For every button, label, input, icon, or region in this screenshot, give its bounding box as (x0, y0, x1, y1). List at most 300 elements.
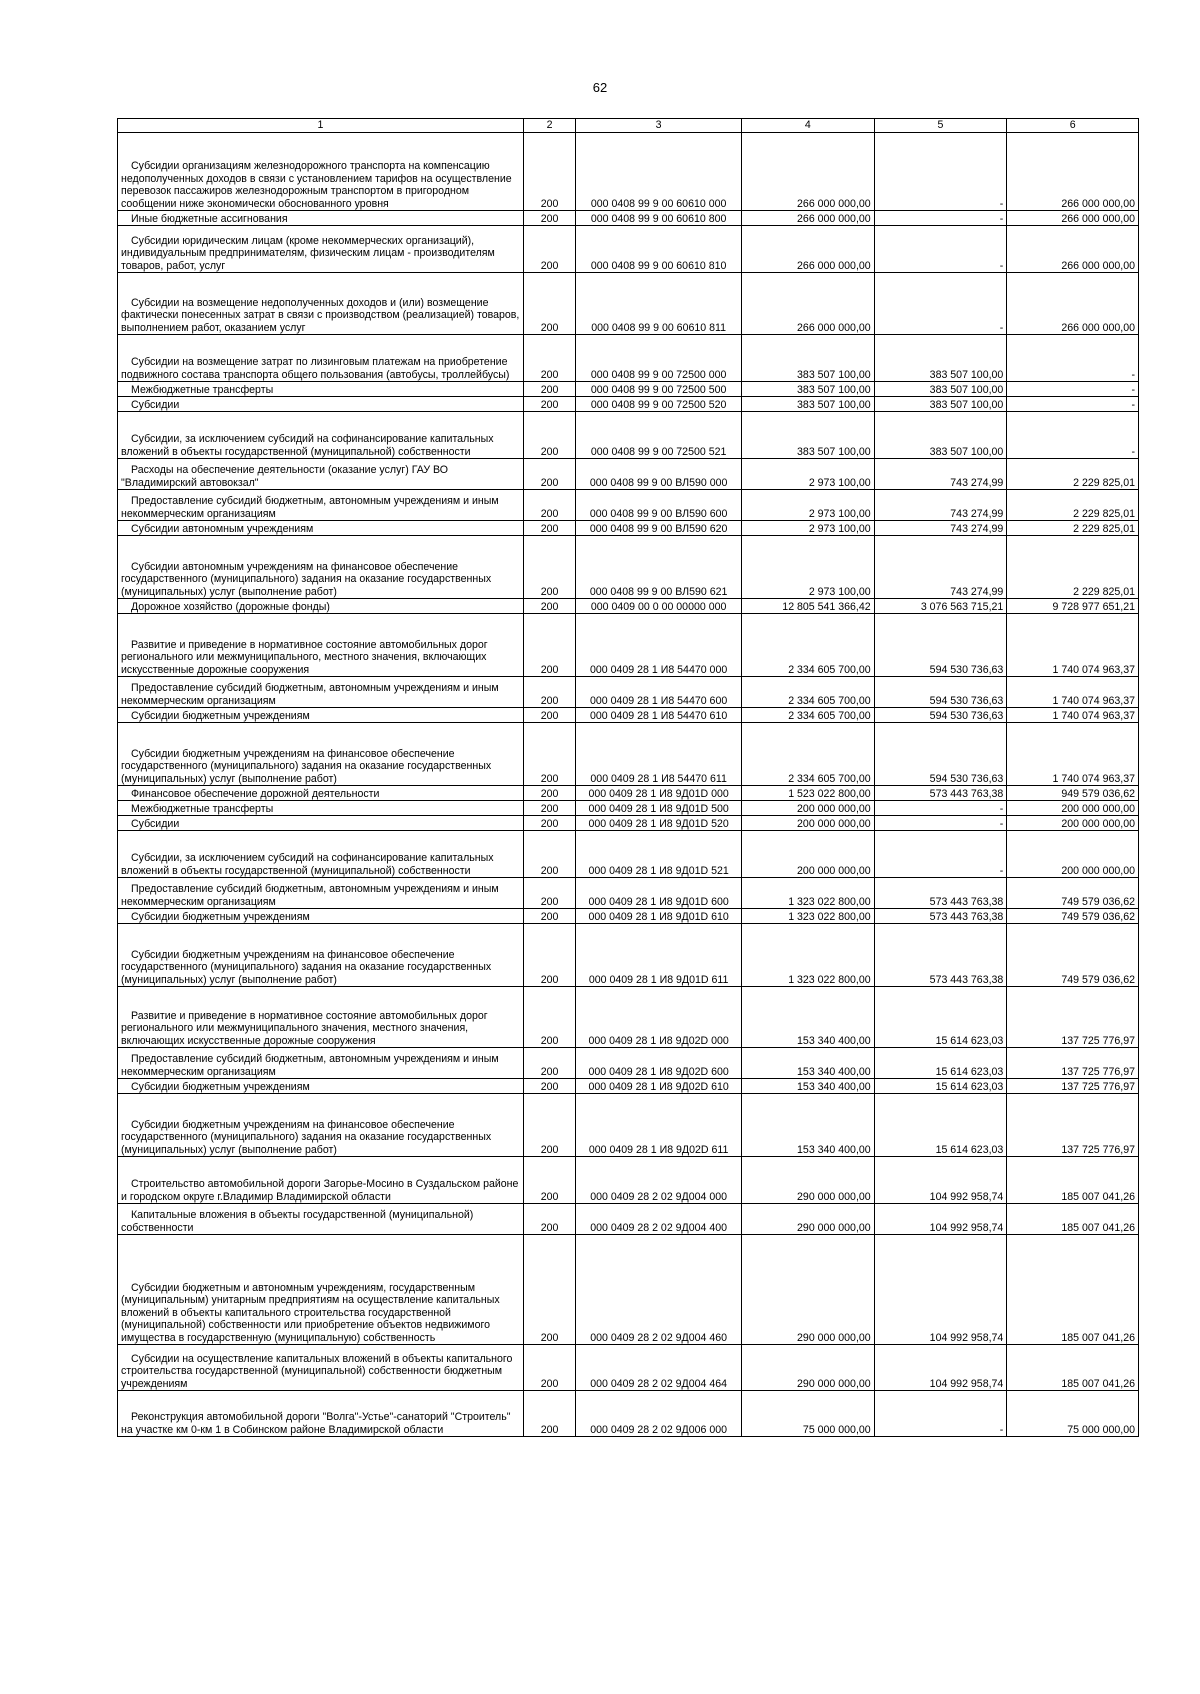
row-value-5 (874, 1157, 1007, 1204)
row-value-5 (874, 412, 1007, 459)
row-admin-code-text: 200 (540, 709, 559, 722)
row-value-6-text: 137 725 776,97 (1061, 1080, 1135, 1093)
row-budget-code (576, 924, 742, 987)
row-value-5 (874, 1391, 1007, 1437)
row-admin-code-text: 200 (540, 787, 559, 800)
row-name (118, 211, 524, 226)
row-value-4 (742, 878, 875, 909)
row-admin-code-text: 200 (540, 476, 559, 489)
row-value-4 (742, 987, 875, 1048)
row-admin-code (523, 382, 575, 397)
row-value-4 (742, 490, 875, 521)
row-value-6-text: 266 000 000,00 (1061, 321, 1135, 334)
row-budget-code (576, 1048, 742, 1079)
row-value-4-text: 2 334 605 700,00 (788, 694, 871, 707)
row-value-4-text: 266 000 000,00 (797, 321, 871, 334)
row-value-5 (874, 1048, 1007, 1079)
row-name-text: Субсидии юридическим лицам (кроме некоммерческих организаций), индивидуальным предпринимателям, физическим лицам - производителям товаров, работ, услуг (121, 234, 495, 272)
row-budget-code-text: 000 0408 99 9 00 60610 811 (591, 321, 726, 334)
row-name-text: Развитие и приведение в нормативное состояние автомобильных дорог регионального или межмуниципального значения, местного значения, включающих искусственные дорожные сооружения (121, 1009, 488, 1047)
row-value-6-text: - (1131, 383, 1135, 396)
row-value-6-text: 2 229 825,01 (1073, 476, 1135, 489)
row-value-5 (874, 1204, 1007, 1235)
row-value-4-text: 200 000 000,00 (797, 864, 871, 877)
row-value-4 (742, 831, 875, 878)
row-value-6 (1007, 801, 1139, 816)
row-value-6-text: 749 579 036,62 (1061, 910, 1135, 923)
row-name-text: Субсидии, за исключением субсидий на софинансирование капитальных вложений в объекты государственной (муниципальной) собственности (121, 852, 494, 877)
row-budget-code (576, 909, 742, 924)
row-value-5-text: - (999, 1423, 1004, 1436)
row-budget-code-text: 000 0409 28 1 И8 54470 610 (590, 709, 728, 722)
row-name (118, 987, 524, 1048)
row-value-5-text: - (999, 802, 1004, 815)
row-budget-code (576, 1391, 742, 1437)
row-value-5-text: 743 274,99 (950, 476, 1004, 489)
row-name-text: Финансовое обеспечение дорожной деятельности (131, 787, 380, 800)
row-value-6-text: 949 579 036,62 (1061, 787, 1135, 800)
row-value-5 (874, 211, 1007, 226)
row-value-6-text: 137 725 776,97 (1061, 1034, 1135, 1047)
row-value-4-text: 2 973 100,00 (808, 585, 871, 598)
row-value-6-text: 1 740 074 963,37 (1052, 772, 1135, 785)
table-row (118, 924, 1139, 987)
row-budget-code (576, 1094, 742, 1157)
row-admin-code-text: 200 (540, 212, 559, 225)
row-value-6-text: 1 740 074 963,37 (1052, 694, 1135, 707)
row-budget-code (576, 490, 742, 521)
row-admin-code-text: 200 (540, 663, 559, 676)
row-name-text: Межбюджетные трансферты (131, 383, 274, 396)
row-value-5-text: 104 992 958,74 (929, 1331, 1004, 1344)
row-admin-code-text: 200 (540, 1190, 559, 1203)
row-value-5-text: 573 443 763,38 (929, 787, 1004, 800)
row-admin-code-text: 200 (540, 383, 559, 396)
row-value-6 (1007, 1345, 1139, 1391)
row-budget-code (576, 831, 742, 878)
row-value-6 (1007, 723, 1139, 786)
row-value-6-text: 185 007 041,26 (1061, 1331, 1135, 1344)
table-row (118, 412, 1139, 459)
row-value-6-text: 749 579 036,62 (1061, 973, 1135, 986)
row-name (118, 878, 524, 909)
row-budget-code (576, 599, 742, 614)
row-value-4 (742, 723, 875, 786)
row-value-5-text: 594 530 736,63 (929, 663, 1004, 676)
table-row (118, 708, 1139, 723)
row-value-6-text: 75 000 000,00 (1067, 1423, 1135, 1436)
row-admin-code (523, 708, 575, 723)
row-value-6 (1007, 335, 1139, 382)
row-value-6-text: 185 007 041,26 (1061, 1221, 1135, 1234)
row-budget-code (576, 1079, 742, 1094)
row-name-text: Субсидии организациям железнодорожного транспорта на компенсацию недополученных доходов в связи с установлением тарифов на осуществление перевозок пассажиров железнодорожным транспортом в пригородном сообщении ниже экономически обоснованного уровня (121, 160, 512, 210)
row-name (118, 459, 524, 490)
row-budget-code (576, 536, 742, 599)
row-value-5-text: 383 507 100,00 (929, 368, 1004, 381)
row-value-4-text: 1 523 022 800,00 (788, 787, 871, 800)
row-value-5-text: 743 274,99 (950, 507, 1004, 520)
row-admin-code-text: 200 (540, 1143, 559, 1156)
row-name-text: Субсидии на осуществление капитальных вложений в объекты капитального строительства государственной (муниципальной) собственности бюджетным учреждениям (121, 1352, 513, 1390)
row-budget-code (576, 1204, 742, 1235)
row-budget-code (576, 677, 742, 708)
row-value-4-text: 1 323 022 800,00 (788, 973, 871, 986)
row-value-6 (1007, 490, 1139, 521)
row-value-5 (874, 831, 1007, 878)
row-admin-code (523, 924, 575, 987)
row-value-6-text: - (1131, 445, 1135, 458)
row-name (118, 412, 524, 459)
row-value-6 (1007, 133, 1139, 211)
row-budget-code-text: 000 0408 99 9 00 60610 000 (590, 197, 727, 210)
row-name-text: Субсидии на возмещение недополученных доходов и (или) возмещение фактически понесенных затрат в связи с производством (реализацией) товаров, выполнением работ, оказанием услуг (121, 296, 520, 334)
row-name (118, 801, 524, 816)
page-number: 62 (592, 80, 608, 95)
table-row (118, 1157, 1139, 1204)
row-name-text: Субсидии, за исключением субсидий на софинансирование капитальных вложений в объекты государственной (муниципальной) собственности (121, 433, 494, 458)
row-value-5-text: 104 992 958,74 (929, 1377, 1004, 1390)
row-value-5 (874, 723, 1007, 786)
column-number-6: 6 (1007, 119, 1139, 133)
row-value-4 (742, 382, 875, 397)
row-name (118, 816, 524, 831)
row-value-5 (874, 599, 1007, 614)
table-row (118, 677, 1139, 708)
row-value-4-text: 1 323 022 800,00 (788, 910, 871, 923)
row-value-5 (874, 382, 1007, 397)
row-value-4 (742, 397, 875, 412)
row-admin-code-text: 200 (540, 1331, 559, 1344)
row-name (118, 1094, 524, 1157)
row-value-5 (874, 226, 1007, 273)
row-value-4 (742, 1157, 875, 1204)
row-value-6-text: 749 579 036,62 (1061, 895, 1135, 908)
row-name (118, 599, 524, 614)
row-name-text: Субсидии бюджетным учреждениям на финансовое обеспечение государственного (муниципального) задания на оказание государственных (муниципальных) услуг (выполнение работ) (121, 1118, 492, 1156)
row-value-5-text: 383 507 100,00 (929, 445, 1004, 458)
row-admin-code (523, 801, 575, 816)
row-name (118, 831, 524, 878)
row-budget-code (576, 133, 742, 211)
row-name (118, 708, 524, 723)
row-value-4 (742, 924, 875, 987)
row-value-4 (742, 1235, 875, 1345)
row-budget-code-text: 000 0408 99 9 00 72500 000 (590, 368, 727, 381)
row-value-5 (874, 816, 1007, 831)
row-admin-code (523, 599, 575, 614)
row-value-6 (1007, 1048, 1139, 1079)
row-value-6-text: 1 740 074 963,37 (1052, 663, 1135, 676)
row-name (118, 490, 524, 521)
row-admin-code (523, 226, 575, 273)
row-value-5 (874, 801, 1007, 816)
row-value-4 (742, 708, 875, 723)
row-value-4 (742, 1048, 875, 1079)
row-admin-code (523, 786, 575, 801)
row-value-6 (1007, 1079, 1139, 1094)
row-name-text: Иные бюджетные ассигнования (131, 212, 288, 225)
row-admin-code (523, 1048, 575, 1079)
row-value-6-text: 266 000 000,00 (1061, 212, 1135, 225)
row-admin-code (523, 490, 575, 521)
row-budget-code-text: 000 0408 99 9 00 ВЛ590 000 (589, 476, 728, 489)
row-value-4 (742, 536, 875, 599)
row-budget-code (576, 521, 742, 536)
row-budget-code-text: 000 0409 28 1 И8 9Д01D 000 (588, 787, 729, 800)
row-value-6-text: 200 000 000,00 (1061, 864, 1135, 877)
table-row (118, 909, 1139, 924)
row-value-6 (1007, 599, 1139, 614)
row-name (118, 1345, 524, 1391)
row-admin-code-text: 200 (540, 895, 559, 908)
row-value-4-text: 200 000 000,00 (797, 802, 871, 815)
row-name-text: Дорожное хозяйство (дорожные фонды) (131, 600, 330, 613)
row-name (118, 382, 524, 397)
row-value-4-text: 12 805 541 366,42 (782, 600, 871, 613)
row-value-5 (874, 987, 1007, 1048)
row-value-6-text: 266 000 000,00 (1061, 197, 1135, 210)
row-name-text: Субсидии бюджетным и автономным учреждениям, государственным (муниципальным) унитарным предприятиям на осуществление капитальных вложений в объекты капитального строительства государственной (муниципальной) собственности или приобретение объектов недвижимого имущества в государственную (муниципальную) собственность (121, 1281, 500, 1344)
row-value-4-text: 1 323 022 800,00 (788, 895, 871, 908)
row-budget-code (576, 335, 742, 382)
row-budget-code-text: 000 0409 28 1 И8 9Д01D 611 (588, 973, 729, 986)
row-budget-code (576, 382, 742, 397)
row-value-5-text: 3 076 563 715,21 (920, 600, 1004, 613)
row-value-5-text: 573 443 763,38 (929, 910, 1004, 923)
row-admin-code (523, 1391, 575, 1437)
row-value-4-text: 153 340 400,00 (797, 1034, 871, 1047)
row-value-4 (742, 521, 875, 536)
row-admin-code-text: 200 (540, 600, 559, 613)
row-budget-code (576, 878, 742, 909)
table-row (118, 1235, 1139, 1345)
row-admin-code (523, 211, 575, 226)
row-value-6 (1007, 273, 1139, 335)
row-budget-code (576, 801, 742, 816)
row-value-4 (742, 677, 875, 708)
row-value-4-text: 75 000 000,00 (802, 1423, 871, 1436)
row-value-4 (742, 1079, 875, 1094)
row-budget-code (576, 786, 742, 801)
row-name (118, 335, 524, 382)
budget-table (117, 118, 1139, 1437)
row-value-6-text: 185 007 041,26 (1061, 1190, 1135, 1203)
row-name (118, 924, 524, 987)
row-value-5-text: 594 530 736,63 (929, 772, 1004, 785)
row-value-4 (742, 273, 875, 335)
row-name (118, 677, 524, 708)
row-admin-code-text: 200 (540, 522, 559, 535)
row-admin-code-text: 200 (540, 864, 559, 877)
row-value-5-text: 383 507 100,00 (929, 383, 1004, 396)
row-budget-code-text: 000 0409 28 2 02 9Д006 000 (590, 1423, 728, 1436)
row-value-5-text: 383 507 100,00 (929, 398, 1004, 411)
row-value-5 (874, 1094, 1007, 1157)
table-row (118, 1079, 1139, 1094)
row-admin-code (523, 831, 575, 878)
row-value-4 (742, 599, 875, 614)
row-value-6-text: 137 725 776,97 (1061, 1143, 1135, 1156)
row-value-6 (1007, 1094, 1139, 1157)
row-value-5 (874, 1079, 1007, 1094)
row-value-5-text: 594 530 736,63 (929, 694, 1004, 707)
row-admin-code-text: 200 (540, 910, 559, 923)
row-admin-code (523, 1079, 575, 1094)
row-name-text: Субсидии бюджетным учреждениям (131, 910, 310, 923)
row-value-6 (1007, 987, 1139, 1048)
row-value-6 (1007, 878, 1139, 909)
table-row (118, 273, 1139, 335)
row-value-4-text: 153 340 400,00 (797, 1143, 871, 1156)
row-admin-code (523, 1345, 575, 1391)
row-value-6-text: 9 728 977 651,21 (1052, 600, 1135, 613)
row-value-5-text: - (999, 817, 1004, 830)
row-name (118, 536, 524, 599)
row-admin-code (523, 909, 575, 924)
table-row (118, 226, 1139, 273)
row-budget-code-text: 000 0409 28 1 И8 9Д02D 611 (588, 1143, 729, 1156)
row-value-6 (1007, 786, 1139, 801)
row-value-6 (1007, 1204, 1139, 1235)
row-value-5 (874, 878, 1007, 909)
row-admin-code-text: 200 (540, 1065, 559, 1078)
row-value-4 (742, 801, 875, 816)
row-budget-code-text: 000 0408 99 9 00 ВЛ590 620 (589, 522, 728, 535)
table-row (118, 801, 1139, 816)
table-row (118, 521, 1139, 536)
row-value-6-text: 137 725 776,97 (1061, 1065, 1135, 1078)
row-name (118, 1079, 524, 1094)
row-value-6 (1007, 1157, 1139, 1204)
row-value-4 (742, 133, 875, 211)
row-name (118, 273, 524, 335)
row-name-text: Субсидии (131, 817, 180, 830)
row-budget-code-text: 000 0409 28 1 И8 9Д01D 520 (588, 817, 729, 830)
column-number-3: 3 (576, 119, 742, 133)
row-budget-code-text: 000 0409 28 2 02 9Д004 464 (590, 1377, 728, 1390)
row-admin-code-text: 200 (540, 802, 559, 815)
row-value-4-text: 290 000 000,00 (797, 1377, 871, 1390)
row-budget-code-text: 000 0408 99 9 00 ВЛ590 621 (589, 585, 728, 598)
row-value-4-text: 2 973 100,00 (808, 522, 871, 535)
row-value-4 (742, 614, 875, 677)
row-budget-code (576, 1235, 742, 1345)
row-admin-code-text: 200 (540, 445, 559, 458)
row-name (118, 1157, 524, 1204)
row-budget-code-text: 000 0409 28 1 И8 54470 000 (590, 663, 728, 676)
row-admin-code-text: 200 (540, 1377, 559, 1390)
row-budget-code-text: 000 0409 28 1 И8 9Д02D 600 (588, 1065, 729, 1078)
row-admin-code (523, 723, 575, 786)
row-budget-code (576, 211, 742, 226)
row-value-4-text: 290 000 000,00 (797, 1331, 871, 1344)
row-budget-code (576, 459, 742, 490)
row-value-4-text: 290 000 000,00 (797, 1190, 871, 1203)
row-budget-code (576, 397, 742, 412)
row-budget-code (576, 1157, 742, 1204)
row-name-text: Субсидии автономным учреждениям (131, 522, 314, 535)
row-value-5 (874, 397, 1007, 412)
row-value-4 (742, 816, 875, 831)
row-value-6 (1007, 1235, 1139, 1345)
row-budget-code-text: 000 0408 99 9 00 60610 800 (590, 212, 727, 225)
row-value-4-text: 383 507 100,00 (797, 368, 871, 381)
row-value-5-text: 15 614 623,03 (935, 1080, 1004, 1093)
row-value-5 (874, 536, 1007, 599)
table-row (118, 1094, 1139, 1157)
row-value-4 (742, 786, 875, 801)
table-row (118, 599, 1139, 614)
row-budget-code (576, 723, 742, 786)
row-value-4-text: 290 000 000,00 (797, 1221, 871, 1234)
row-value-4 (742, 226, 875, 273)
row-value-5-text: 104 992 958,74 (929, 1190, 1004, 1203)
row-value-6-text: 185 007 041,26 (1061, 1377, 1135, 1390)
row-value-5-text: - (999, 197, 1004, 210)
row-value-6-text: - (1131, 368, 1135, 381)
row-budget-code-text: 000 0409 28 2 02 9Д004 460 (590, 1331, 728, 1344)
row-admin-code (523, 335, 575, 382)
row-budget-code (576, 987, 742, 1048)
row-value-5 (874, 1235, 1007, 1345)
row-value-6 (1007, 708, 1139, 723)
row-name (118, 786, 524, 801)
row-name (118, 1391, 524, 1437)
row-value-5 (874, 133, 1007, 211)
table-row (118, 1204, 1139, 1235)
row-budget-code (576, 412, 742, 459)
row-admin-code-text: 200 (540, 1423, 559, 1436)
row-name (118, 614, 524, 677)
row-value-6-text: 2 229 825,01 (1073, 585, 1135, 598)
row-admin-code (523, 614, 575, 677)
row-admin-code (523, 816, 575, 831)
row-name (118, 909, 524, 924)
row-value-4 (742, 909, 875, 924)
row-name-text: Реконструкция автомобильной дороги "Волга"-Устье"-санаторий "Строитель" на участке км 0-км 1 в Собинском районе Владимирской области (121, 1411, 511, 1436)
row-value-5-text: 573 443 763,38 (929, 973, 1004, 986)
row-name (118, 521, 524, 536)
row-budget-code (576, 226, 742, 273)
row-value-4 (742, 1345, 875, 1391)
row-budget-code-text: 000 0409 28 1 И8 9Д02D 610 (588, 1080, 729, 1093)
row-name (118, 1235, 524, 1345)
row-budget-code-text: 000 0409 28 2 02 9Д004 000 (590, 1190, 728, 1203)
row-name-text: Строительство автомобильной дороги Загорье-Мосино в Суздальском районе и городском округе г.Владимир Владимирской области (121, 1178, 519, 1203)
row-value-6-text: 2 229 825,01 (1073, 507, 1135, 520)
row-value-5-text: 15 614 623,03 (935, 1143, 1004, 1156)
row-value-4-text: 2 334 605 700,00 (788, 709, 871, 722)
row-value-5 (874, 273, 1007, 335)
table-row (118, 335, 1139, 382)
table-row (118, 1048, 1139, 1079)
column-number-4: 4 (742, 119, 875, 133)
row-value-5 (874, 459, 1007, 490)
row-value-4 (742, 459, 875, 490)
row-value-4-text: 2 973 100,00 (808, 507, 871, 520)
row-admin-code (523, 1157, 575, 1204)
row-value-4-text: 2 973 100,00 (808, 476, 871, 489)
row-value-6-text: 1 740 074 963,37 (1052, 709, 1135, 722)
table-row (118, 816, 1139, 831)
table-row (118, 786, 1139, 801)
column-number-row (118, 119, 1139, 133)
row-value-6 (1007, 924, 1139, 987)
row-value-5 (874, 1345, 1007, 1391)
row-value-5-text: - (999, 864, 1004, 877)
row-value-6 (1007, 831, 1139, 878)
